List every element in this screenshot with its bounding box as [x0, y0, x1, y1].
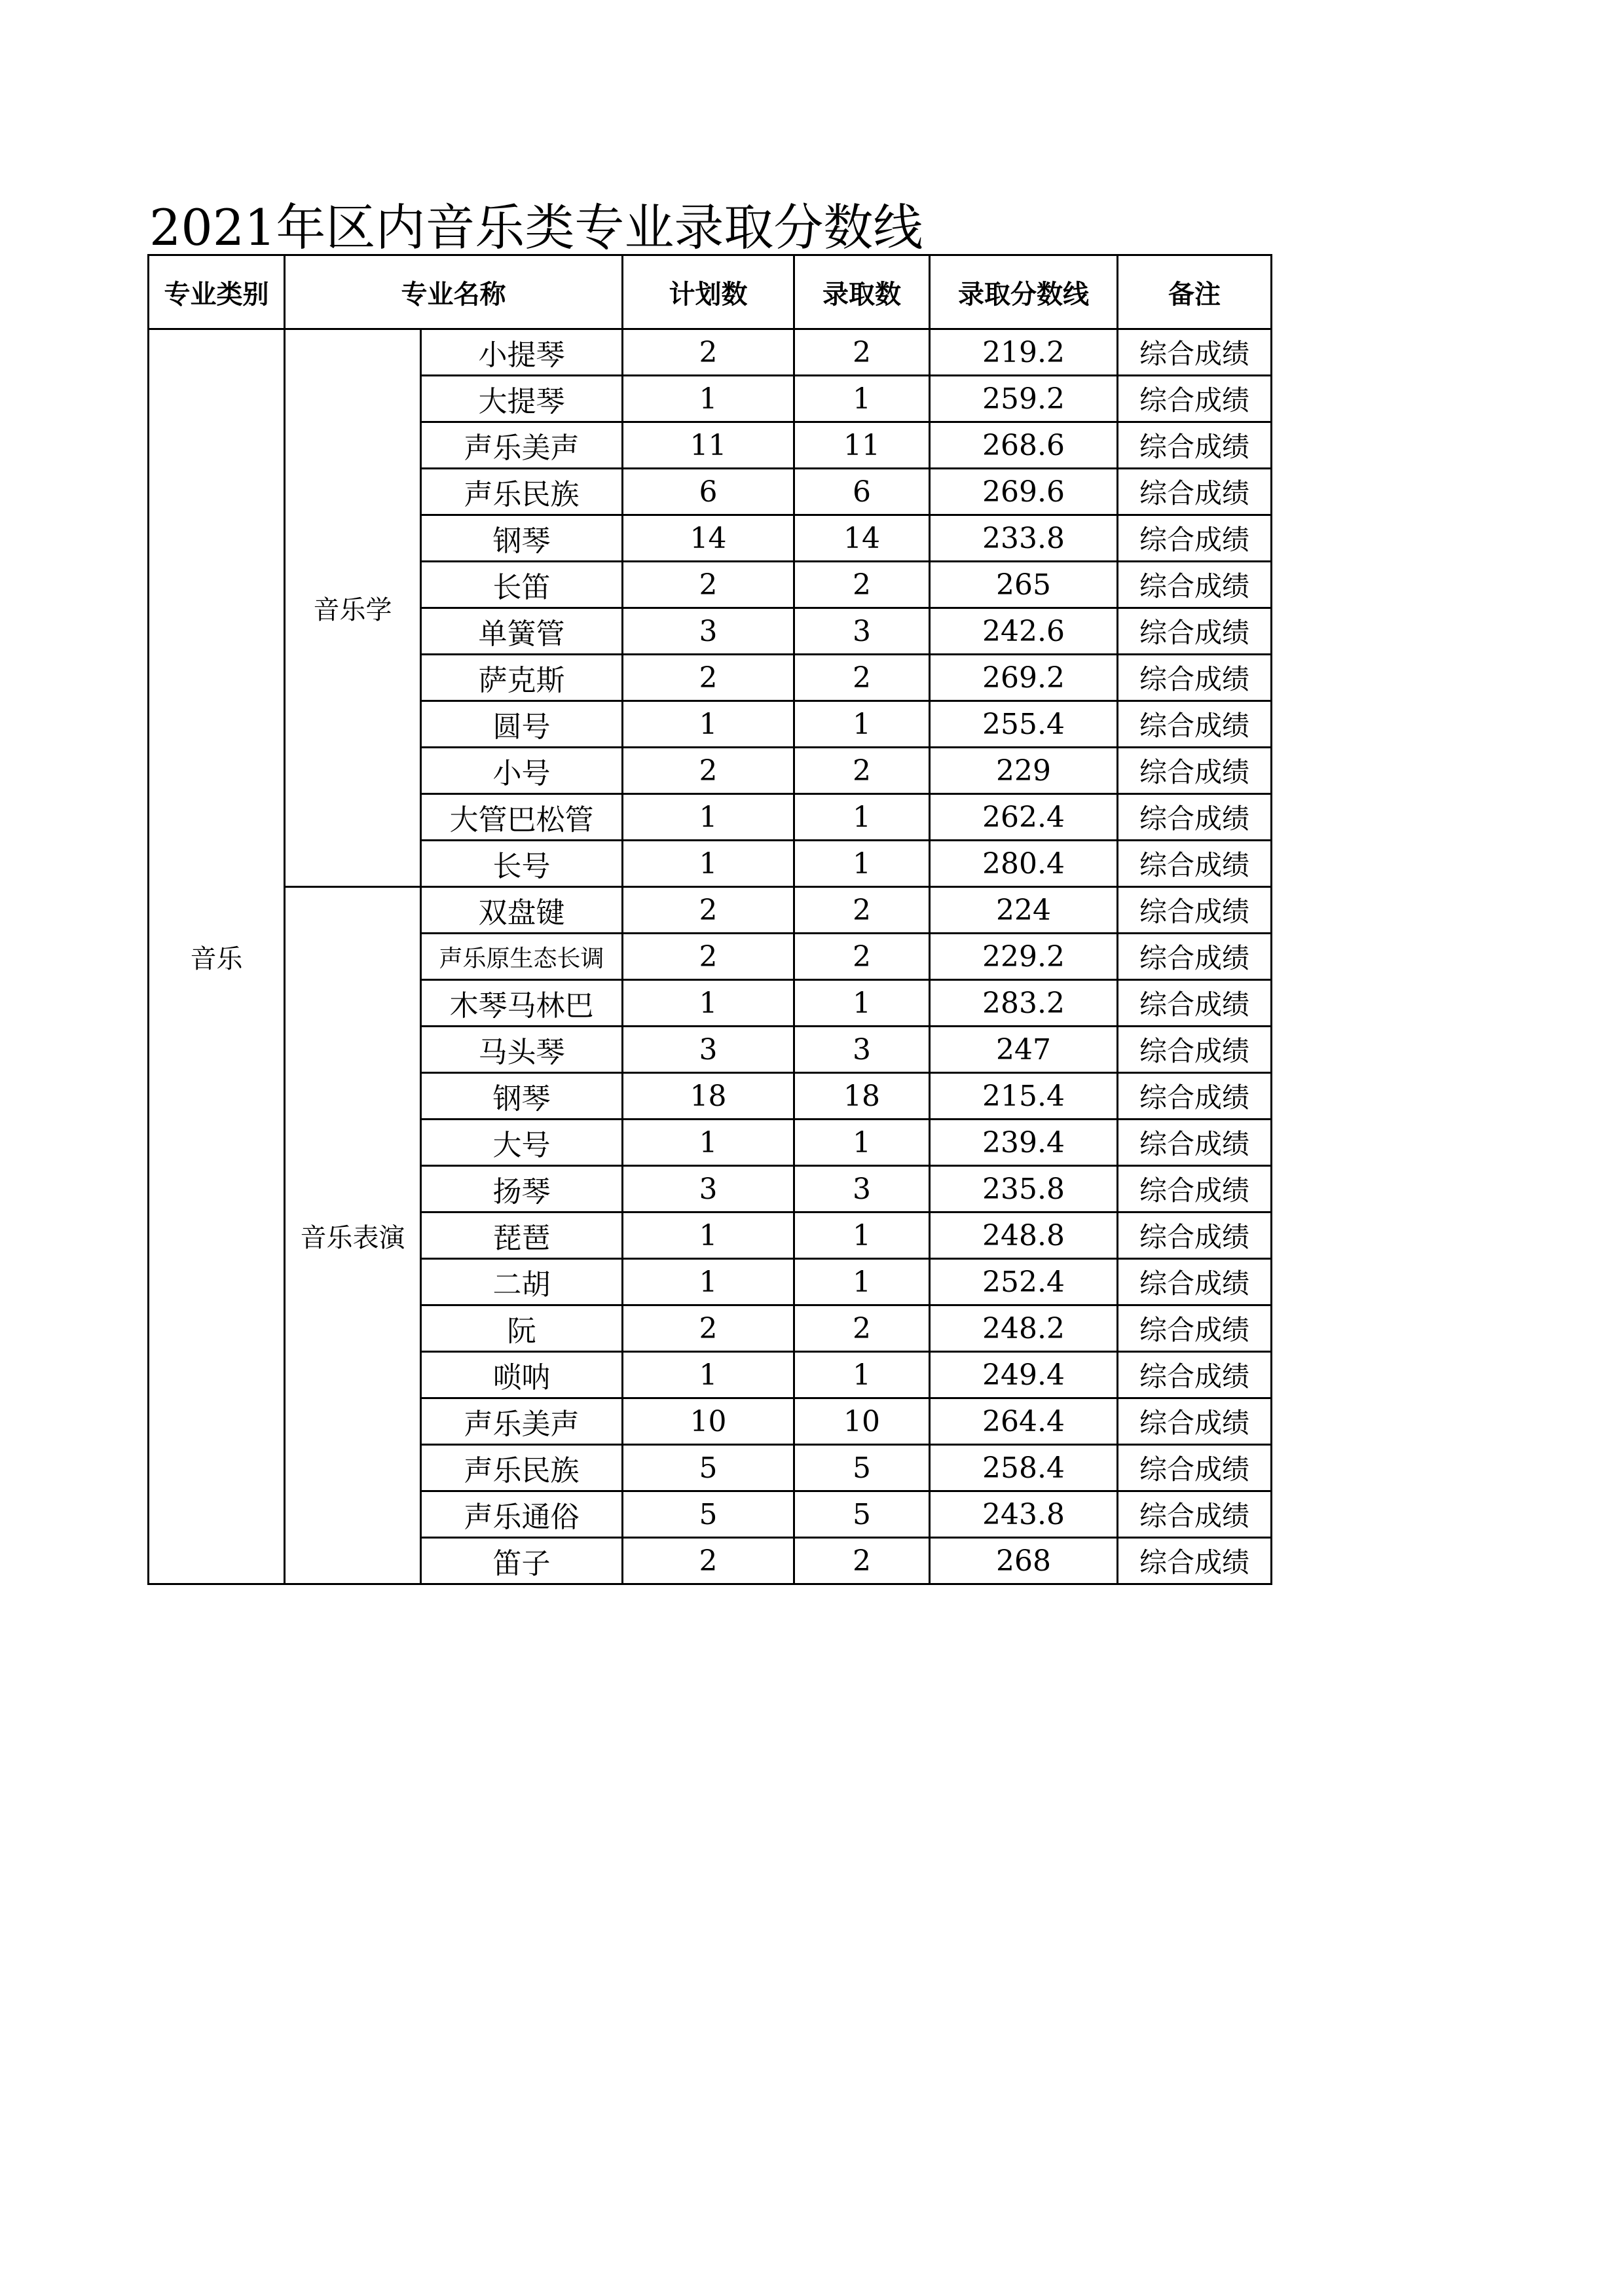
score-cell: 215.4: [930, 1073, 1118, 1120]
major-cell: 大号: [421, 1120, 623, 1166]
plan-cell: 3: [623, 1166, 794, 1212]
header-note: 备注: [1118, 255, 1272, 329]
major-cell: 笛子: [421, 1538, 623, 1584]
major-cell: 萨克斯: [421, 655, 623, 701]
score-cell: 239.4: [930, 1120, 1118, 1166]
plan-cell: 3: [623, 1027, 794, 1073]
plan-cell: 2: [623, 934, 794, 980]
admitted-cell: 14: [794, 515, 930, 562]
score-cell: 269.6: [930, 469, 1118, 515]
note-cell: 综合成绩: [1118, 1212, 1272, 1259]
plan-cell: 2: [623, 748, 794, 794]
score-cell: 219.2: [930, 329, 1118, 376]
plan-cell: 5: [623, 1491, 794, 1538]
score-cell: 229.2: [930, 934, 1118, 980]
major-cell: 二胡: [421, 1259, 623, 1305]
major-cell: 声乐原生态长调: [421, 934, 623, 980]
major-cell: 阮: [421, 1305, 623, 1352]
plan-cell: 2: [623, 329, 794, 376]
score-cell: 235.8: [930, 1166, 1118, 1212]
note-cell: 综合成绩: [1118, 934, 1272, 980]
note-cell: 综合成绩: [1118, 748, 1272, 794]
note-cell: 综合成绩: [1118, 608, 1272, 655]
admitted-cell: 1: [794, 701, 930, 748]
score-cell: 233.8: [930, 515, 1118, 562]
header-plan: 计划数: [623, 255, 794, 329]
major-cell: 扬琴: [421, 1166, 623, 1212]
note-cell: 综合成绩: [1118, 1027, 1272, 1073]
major-cell: 琵琶: [421, 1212, 623, 1259]
score-cell: 268.6: [930, 422, 1118, 469]
note-cell: 综合成绩: [1118, 1352, 1272, 1398]
note-cell: 综合成绩: [1118, 980, 1272, 1027]
note-cell: 综合成绩: [1118, 422, 1272, 469]
page-title: 2021年区内音乐类专业录取分数线: [149, 198, 923, 257]
note-cell: 综合成绩: [1118, 1073, 1272, 1120]
admitted-cell: 2: [794, 887, 930, 934]
admitted-cell: 1: [794, 1212, 930, 1259]
score-cell: 255.4: [930, 701, 1118, 748]
major-cell: 唢呐: [421, 1352, 623, 1398]
note-cell: 综合成绩: [1118, 1166, 1272, 1212]
score-cell: 280.4: [930, 841, 1118, 887]
plan-cell: 1: [623, 980, 794, 1027]
score-cell: 283.2: [930, 980, 1118, 1027]
admitted-cell: 11: [794, 422, 930, 469]
score-cell: 258.4: [930, 1445, 1118, 1491]
score-cell: 247: [930, 1027, 1118, 1073]
table-row: [149, 329, 1272, 376]
major-cell: 小提琴: [421, 329, 623, 376]
note-cell: 综合成绩: [1118, 376, 1272, 422]
major-cell: 长笛: [421, 562, 623, 608]
score-cell: 242.6: [930, 608, 1118, 655]
plan-cell: 1: [623, 1259, 794, 1305]
note-cell: 综合成绩: [1118, 887, 1272, 934]
plan-cell: 2: [623, 1305, 794, 1352]
plan-cell: 3: [623, 608, 794, 655]
plan-cell: 1: [623, 376, 794, 422]
major-cell: 声乐民族: [421, 469, 623, 515]
note-cell: 综合成绩: [1118, 1120, 1272, 1166]
note-cell: 综合成绩: [1118, 329, 1272, 376]
note-cell: 综合成绩: [1118, 469, 1272, 515]
note-cell: 综合成绩: [1118, 655, 1272, 701]
admission-score-table: [147, 254, 1272, 1585]
admitted-cell: 2: [794, 562, 930, 608]
admitted-cell: 1: [794, 980, 930, 1027]
plan-cell: 1: [623, 1120, 794, 1166]
admitted-cell: 1: [794, 1352, 930, 1398]
admitted-cell: 3: [794, 608, 930, 655]
note-cell: 综合成绩: [1118, 515, 1272, 562]
major-cell: 声乐美声: [421, 422, 623, 469]
admitted-cell: 1: [794, 376, 930, 422]
note-cell: 综合成绩: [1118, 1398, 1272, 1445]
admitted-cell: 6: [794, 469, 930, 515]
major-cell: 小号: [421, 748, 623, 794]
major-cell: 马头琴: [421, 1027, 623, 1073]
score-cell: 248.8: [930, 1212, 1118, 1259]
major-cell: 木琴马林巴: [421, 980, 623, 1027]
plan-cell: 6: [623, 469, 794, 515]
note-cell: 综合成绩: [1118, 1259, 1272, 1305]
major-cell: 大管巴松管: [421, 794, 623, 841]
score-cell: 243.8: [930, 1491, 1118, 1538]
note-cell: 综合成绩: [1118, 1538, 1272, 1584]
plan-cell: 1: [623, 701, 794, 748]
admitted-cell: 5: [794, 1491, 930, 1538]
plan-cell: 1: [623, 794, 794, 841]
plan-cell: 5: [623, 1445, 794, 1491]
plan-cell: 1: [623, 1212, 794, 1259]
score-cell: 252.4: [930, 1259, 1118, 1305]
note-cell: 综合成绩: [1118, 841, 1272, 887]
plan-cell: 2: [623, 562, 794, 608]
plan-cell: 11: [623, 422, 794, 469]
major-cell: 大提琴: [421, 376, 623, 422]
plan-cell: 18: [623, 1073, 794, 1120]
admitted-cell: 3: [794, 1166, 930, 1212]
score-cell: 229: [930, 748, 1118, 794]
major-cell: 钢琴: [421, 1073, 623, 1120]
note-cell: 综合成绩: [1118, 562, 1272, 608]
major-cell: 钢琴: [421, 515, 623, 562]
score-cell: 259.2: [930, 376, 1118, 422]
score-cell: 268: [930, 1538, 1118, 1584]
header-major: 专业名称: [285, 255, 623, 329]
score-cell: 262.4: [930, 794, 1118, 841]
table-body: [149, 329, 1272, 1584]
note-cell: 综合成绩: [1118, 1305, 1272, 1352]
table-row: [149, 887, 1272, 934]
admitted-cell: 1: [794, 841, 930, 887]
note-cell: 综合成绩: [1118, 794, 1272, 841]
plan-cell: 1: [623, 841, 794, 887]
major-cell: 单簧管: [421, 608, 623, 655]
admitted-cell: 3: [794, 1027, 930, 1073]
major-cell: 声乐民族: [421, 1445, 623, 1491]
major-cell: 圆号: [421, 701, 623, 748]
header-admitted: 录取数: [794, 255, 930, 329]
admitted-cell: 18: [794, 1073, 930, 1120]
admitted-cell: 1: [794, 1120, 930, 1166]
note-cell: 综合成绩: [1118, 1445, 1272, 1491]
admitted-cell: 2: [794, 934, 930, 980]
major-cell: 声乐美声: [421, 1398, 623, 1445]
admitted-cell: 2: [794, 1305, 930, 1352]
score-cell: 249.4: [930, 1352, 1118, 1398]
major-cell: 长号: [421, 841, 623, 887]
header-row: [149, 255, 1272, 329]
admitted-cell: 1: [794, 794, 930, 841]
plan-cell: 14: [623, 515, 794, 562]
score-cell: 224: [930, 887, 1118, 934]
admitted-cell: 10: [794, 1398, 930, 1445]
admitted-cell: 2: [794, 329, 930, 376]
admitted-cell: 2: [794, 748, 930, 794]
header-score: 录取分数线: [930, 255, 1118, 329]
plan-cell: 2: [623, 887, 794, 934]
score-cell: 248.2: [930, 1305, 1118, 1352]
admitted-cell: 2: [794, 1538, 930, 1584]
note-cell: 综合成绩: [1118, 1491, 1272, 1538]
score-cell: 269.2: [930, 655, 1118, 701]
major-cell: 声乐通俗: [421, 1491, 623, 1538]
score-cell: 264.4: [930, 1398, 1118, 1445]
plan-cell: 10: [623, 1398, 794, 1445]
note-cell: 综合成绩: [1118, 701, 1272, 748]
category-cell: 音乐: [149, 329, 285, 1584]
admitted-cell: 5: [794, 1445, 930, 1491]
major-group-cell: 音乐学: [285, 329, 421, 887]
major-group-cell: 音乐表演: [285, 887, 421, 1584]
plan-cell: 2: [623, 1538, 794, 1584]
score-cell: 265: [930, 562, 1118, 608]
admitted-cell: 2: [794, 655, 930, 701]
header-category: 专业类别: [149, 255, 285, 329]
plan-cell: 1: [623, 1352, 794, 1398]
major-cell: 双盘键: [421, 887, 623, 934]
plan-cell: 2: [623, 655, 794, 701]
admitted-cell: 1: [794, 1259, 930, 1305]
